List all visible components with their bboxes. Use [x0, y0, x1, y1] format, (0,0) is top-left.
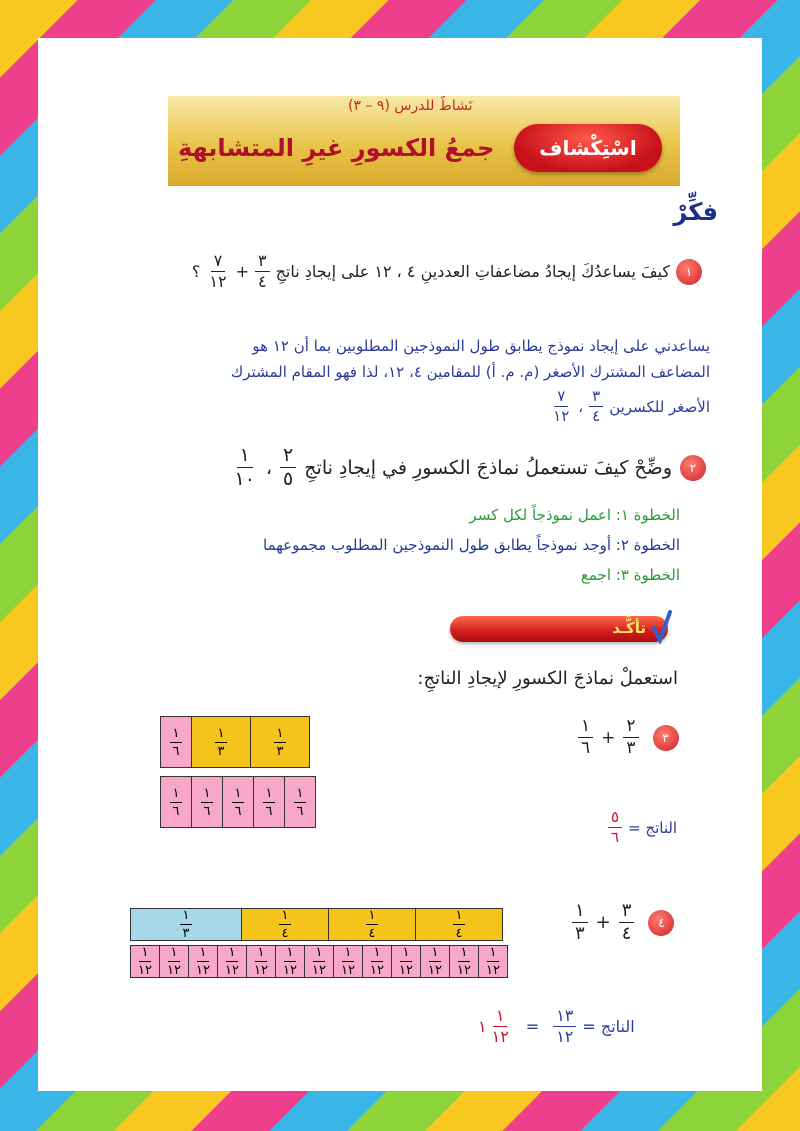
- numerator: ١: [371, 946, 384, 962]
- numerator: ١: [313, 946, 326, 962]
- model-top-row: [160, 716, 310, 768]
- fraction-tile: [131, 946, 160, 978]
- answer-1: [150, 333, 710, 424]
- question-2: [86, 446, 706, 489]
- tile-fraction: [280, 946, 300, 977]
- numerator: ٢: [280, 446, 296, 468]
- denominator: ٤: [368, 926, 376, 941]
- denominator: ٤: [621, 923, 632, 944]
- answer-1-line: [150, 389, 710, 424]
- result-label: الناتج =: [582, 1017, 635, 1036]
- problem-3: [578, 718, 679, 757]
- denominator: ٣: [182, 926, 190, 941]
- think-heading: فكِّرْ: [673, 198, 718, 226]
- mixed-fraction: [489, 1008, 512, 1045]
- denominator: ٦: [581, 738, 591, 758]
- denominator: ٦: [172, 803, 180, 819]
- numerator: ١: [578, 718, 593, 738]
- denominator: ١٢: [341, 963, 355, 978]
- explore-tab: [514, 124, 662, 172]
- denominator: ١٢: [209, 272, 227, 291]
- denominator: ٦: [172, 743, 180, 759]
- fraction-tile: [160, 946, 189, 978]
- numerator: ١: [294, 787, 307, 803]
- numerator: ٣: [619, 902, 635, 923]
- fraction-tile: [392, 946, 421, 978]
- result-4: [478, 1008, 635, 1045]
- step-item: الخطوة ١: اعمل نموذجاً لكل كسر: [469, 506, 680, 524]
- denominator: ١٢: [138, 963, 152, 978]
- denominator: ١٢: [167, 963, 181, 978]
- fraction: [619, 902, 635, 943]
- denominator: ١٢: [283, 963, 297, 978]
- numerator: ١: [458, 946, 471, 962]
- tile-fraction: [180, 909, 193, 940]
- steps-list: [120, 500, 680, 590]
- fraction-tile: [305, 946, 334, 978]
- tile-fraction: [193, 946, 213, 977]
- denominator: ٤: [455, 926, 463, 941]
- denominator: ٣: [276, 743, 284, 759]
- result-label: الناتج =: [628, 818, 678, 837]
- lesson-banner: [168, 96, 680, 186]
- explore-tab-label: اسْتِكْشاف: [539, 136, 637, 160]
- denominator: ١٢: [457, 963, 471, 978]
- denominator: ١٢: [553, 407, 570, 425]
- step-item: الخطوة ٣: اجمع: [580, 566, 680, 584]
- denominator: ٣: [575, 923, 585, 944]
- numerator: ١: [139, 946, 152, 962]
- fraction-tile: [192, 717, 251, 768]
- worksheet-page: [38, 38, 762, 1091]
- numerator: ١: [232, 787, 245, 803]
- separator: ،: [578, 397, 584, 416]
- answer-1-line: يساعدني على إيجاد نموذج يطابق طول النموذجين المطلوبين بما أن ١٢ هو: [252, 337, 710, 355]
- fraction-tile: [450, 946, 479, 978]
- answer-1-line-text: الأصغر للكسرين: [609, 397, 710, 416]
- model-bottom-row: [130, 945, 508, 978]
- numerator: ١: [170, 727, 183, 743]
- tile-fraction: [232, 787, 245, 818]
- numerator: ١: [429, 946, 442, 962]
- numerator: ١: [170, 787, 183, 803]
- question-2-text: وضِّحْ كيفَ تستعملُ نماذجَ الكسورِ في إيجادِ ناتجِ: [304, 456, 672, 479]
- denominator: ٣: [217, 743, 225, 759]
- tile-fraction: [367, 946, 387, 977]
- numerator: ١: [168, 946, 181, 962]
- tile-fraction: [164, 946, 184, 977]
- numerator: ١: [263, 787, 276, 803]
- fraction: [578, 718, 593, 757]
- tile-fraction: [454, 946, 474, 977]
- numerator: ٣: [255, 253, 270, 272]
- fraction-tile: [223, 777, 254, 828]
- fraction: [280, 446, 296, 489]
- numerator: ١: [279, 909, 292, 925]
- fraction: [255, 253, 270, 290]
- fraction-tile: [192, 777, 223, 828]
- denominator: ٦: [265, 803, 273, 819]
- fraction-tile: [242, 909, 329, 941]
- denominator: ١٠: [234, 468, 255, 490]
- denominator: ١٢: [486, 963, 500, 978]
- numerator: ١: [572, 902, 588, 923]
- denominator: ٦: [203, 803, 211, 819]
- numerator: ٧: [211, 253, 226, 272]
- numerator: ١: [226, 946, 239, 962]
- fraction-tile: [218, 946, 247, 978]
- tile-fraction: [274, 727, 287, 758]
- fraction-tile: [479, 946, 508, 978]
- numerator: ١: [366, 909, 379, 925]
- tile-fraction: [215, 727, 228, 758]
- tile-fraction: [453, 909, 466, 940]
- tile-fraction: [425, 946, 445, 977]
- model-top-row: [130, 908, 503, 941]
- tile-fraction: [222, 946, 242, 977]
- numerator: ١: [197, 946, 210, 962]
- fraction-tile: [161, 777, 192, 828]
- activity-label: نَشاطٌ للدرس (٩ – ٣): [348, 98, 473, 114]
- tile-fraction: [338, 946, 358, 977]
- denominator: ١٢: [428, 963, 442, 978]
- tile-fraction: [396, 946, 416, 977]
- plus-sign: +: [601, 727, 616, 748]
- tile-fraction: [170, 727, 183, 758]
- numerator: ٣: [589, 389, 603, 407]
- fraction: [231, 446, 257, 489]
- fraction-tile: [285, 777, 316, 828]
- numerator: ٢: [623, 718, 638, 738]
- denominator: ٣: [626, 738, 636, 758]
- numerator: ١٣: [553, 1008, 576, 1027]
- fraction: [623, 718, 638, 757]
- fraction-tile: [416, 909, 503, 941]
- denominator: ٤: [281, 926, 289, 941]
- confirm-section-bar: [450, 616, 668, 642]
- fraction-tile: [247, 946, 276, 978]
- fraction-tile: [189, 946, 218, 978]
- checkmark-icon: [652, 610, 672, 644]
- fraction-tile: [131, 909, 242, 941]
- fraction: [572, 902, 588, 943]
- numerator: ١: [493, 1008, 508, 1027]
- numerator: ١: [342, 946, 355, 962]
- step-item: الخطوة ٢: أوجد نموذجاً يطابق طول النموذجين المطلوب مجموعهما: [263, 536, 680, 554]
- denominator: ١٢: [399, 963, 413, 978]
- numerator: ١: [453, 909, 466, 925]
- tile-fraction: [309, 946, 329, 977]
- numerator: ١: [255, 946, 268, 962]
- question-number-badge: ٣: [653, 725, 679, 751]
- fraction-tile: [254, 777, 285, 828]
- mixed-whole: ١: [478, 1017, 487, 1036]
- fraction-model-3: [160, 716, 316, 828]
- denominator: ١٢: [196, 963, 210, 978]
- denominator: ١٢: [312, 963, 326, 978]
- question-mark: ؟: [191, 262, 201, 281]
- numerator: ١: [201, 787, 214, 803]
- tile-fraction: [135, 946, 155, 977]
- numerator: ١: [284, 946, 297, 962]
- question-1: [82, 253, 702, 290]
- fraction: [206, 253, 229, 290]
- numerator: ١: [180, 909, 193, 925]
- fraction: [589, 389, 603, 424]
- fraction-tile: [363, 946, 392, 978]
- plus-sign: +: [595, 912, 611, 933]
- denominator: ٦: [234, 803, 242, 819]
- fraction-model-4: [130, 908, 508, 978]
- denominator: ١٢: [370, 963, 384, 978]
- numerator: ٧: [554, 389, 568, 407]
- numerator: ٥: [608, 810, 622, 828]
- instruction-text: استعملْ نماذجَ الكسورِ لإيجادِ الناتجِ:: [417, 668, 678, 689]
- tile-fraction: [366, 909, 379, 940]
- question-number-badge: ٤: [648, 910, 674, 936]
- fraction-tile: [421, 946, 450, 978]
- fraction-tile: [329, 909, 416, 941]
- denominator: ١٢: [556, 1027, 574, 1046]
- tile-fraction: [251, 946, 271, 977]
- numerator: ١: [400, 946, 413, 962]
- separator: ،: [265, 456, 273, 479]
- lesson-title: جمعُ الكسورِ غيرِ المتشابهةِ: [178, 134, 495, 162]
- confirm-label: تأكَّـد: [612, 619, 646, 637]
- denominator: ٦: [296, 803, 304, 819]
- denominator: ١٢: [225, 963, 239, 978]
- denominator: ٤: [592, 407, 601, 425]
- model-bottom-row: [160, 776, 316, 828]
- denominator: ١٢: [254, 963, 268, 978]
- fraction-tile: [251, 717, 310, 768]
- plus-sign: +: [235, 262, 249, 281]
- tile-fraction: [279, 909, 292, 940]
- tile-fraction: [201, 787, 214, 818]
- denominator: ٦: [611, 828, 620, 846]
- fraction-tile: [276, 946, 305, 978]
- numerator: ١: [215, 727, 228, 743]
- numerator: ١: [237, 446, 253, 468]
- tile-fraction: [170, 787, 183, 818]
- answer-1-line: المضاعف المشترك الأصغر (م. م. أ) للمقامين ٤، ١٢، لذا فهو المقام المشترك: [230, 363, 710, 381]
- result-3: [608, 810, 677, 845]
- fraction: [550, 389, 572, 424]
- problem-4: [572, 902, 674, 943]
- question-1-text: كيفَ يساعدُكَ إيجادُ مضاعفاتِ العددينِ ٤ ، ١٢ على إيجادِ ناتجِ: [275, 262, 670, 281]
- result-fraction: [553, 1008, 576, 1045]
- fraction-tile: [161, 717, 192, 768]
- denominator: ٤: [258, 272, 267, 291]
- numerator: ١: [274, 727, 287, 743]
- numerator: ١: [487, 946, 500, 962]
- question-number-badge: ٢: [680, 455, 706, 481]
- denominator: ١٢: [491, 1027, 509, 1046]
- result-fraction: [608, 810, 622, 845]
- tile-fraction: [263, 787, 276, 818]
- tile-fraction: [483, 946, 503, 977]
- denominator: ٥: [283, 468, 294, 490]
- question-number-badge: ١: [676, 259, 702, 285]
- tile-fraction: [294, 787, 307, 818]
- fraction-tile: [334, 946, 363, 978]
- equals-sign: =: [525, 1017, 540, 1036]
